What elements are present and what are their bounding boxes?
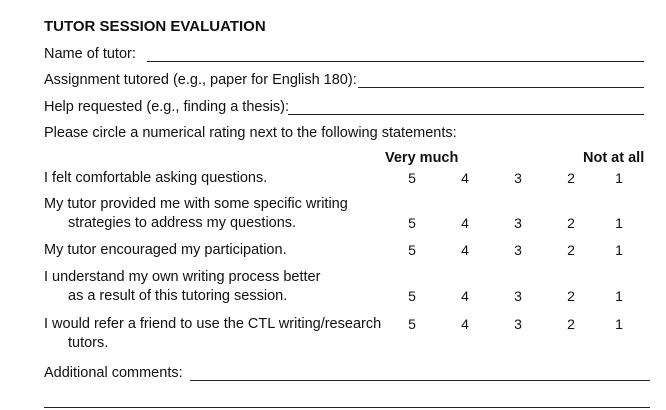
rating-2[interactable]: 2: [567, 316, 575, 332]
help-requested-line[interactable]: [288, 114, 644, 115]
rating-2[interactable]: 2: [567, 215, 575, 231]
statement-1: I felt comfortable asking questions.: [44, 170, 268, 186]
rating-5[interactable]: 5: [408, 316, 416, 332]
tutor-name-label: Name of tutor:: [44, 46, 136, 62]
statement-3: My tutor encouraged my participation.: [44, 242, 287, 258]
comments-line-1[interactable]: [190, 380, 650, 381]
statement-5-cont: tutors.: [68, 335, 109, 351]
form-title: TUTOR SESSION EVALUATION: [44, 18, 266, 35]
rating-3[interactable]: 3: [514, 316, 522, 332]
assignment-label: Assignment tutored (e.g., paper for English 180):: [44, 72, 357, 88]
help-requested-label: Help requested (e.g., finding a thesis):: [44, 99, 290, 115]
assignment-line[interactable]: [358, 87, 644, 88]
rating-5[interactable]: 5: [408, 242, 416, 258]
tutor-name-line[interactable]: [147, 61, 644, 62]
scale-high-label: Very much: [385, 150, 459, 166]
statement-5: I would refer a friend to use the CTL writing/research: [44, 316, 382, 332]
statement-2-cont: strategies to address my questions.: [68, 215, 297, 231]
rating-3[interactable]: 3: [514, 242, 522, 258]
rating-4[interactable]: 4: [461, 242, 469, 258]
rating-instruction: Please circle a numerical rating next to the following statements:: [44, 125, 457, 141]
rating-1[interactable]: 1: [615, 170, 623, 186]
rating-1[interactable]: 1: [615, 316, 623, 332]
rating-3[interactable]: 3: [514, 288, 522, 304]
rating-4[interactable]: 4: [461, 170, 469, 186]
rating-5[interactable]: 5: [408, 215, 416, 231]
rating-5[interactable]: 5: [408, 288, 416, 304]
rating-1[interactable]: 1: [615, 288, 623, 304]
rating-2[interactable]: 2: [567, 288, 575, 304]
rating-2[interactable]: 2: [567, 242, 575, 258]
rating-3[interactable]: 3: [514, 170, 522, 186]
rating-4[interactable]: 4: [461, 288, 469, 304]
statement-4: I understand my own writing process better: [44, 269, 321, 285]
rating-4[interactable]: 4: [461, 316, 469, 332]
scale-low-label: Not at all: [583, 150, 645, 166]
rating-2[interactable]: 2: [567, 170, 575, 186]
rating-1[interactable]: 1: [615, 215, 623, 231]
comments-line-2[interactable]: [44, 407, 650, 408]
rating-5[interactable]: 5: [408, 170, 416, 186]
comments-label: Additional comments:: [44, 365, 183, 381]
rating-1[interactable]: 1: [615, 242, 623, 258]
statement-4-cont: as a result of this tutoring session.: [68, 288, 288, 304]
rating-3[interactable]: 3: [514, 215, 522, 231]
rating-4[interactable]: 4: [461, 215, 469, 231]
statement-2: My tutor provided me with some specific writing: [44, 196, 348, 212]
